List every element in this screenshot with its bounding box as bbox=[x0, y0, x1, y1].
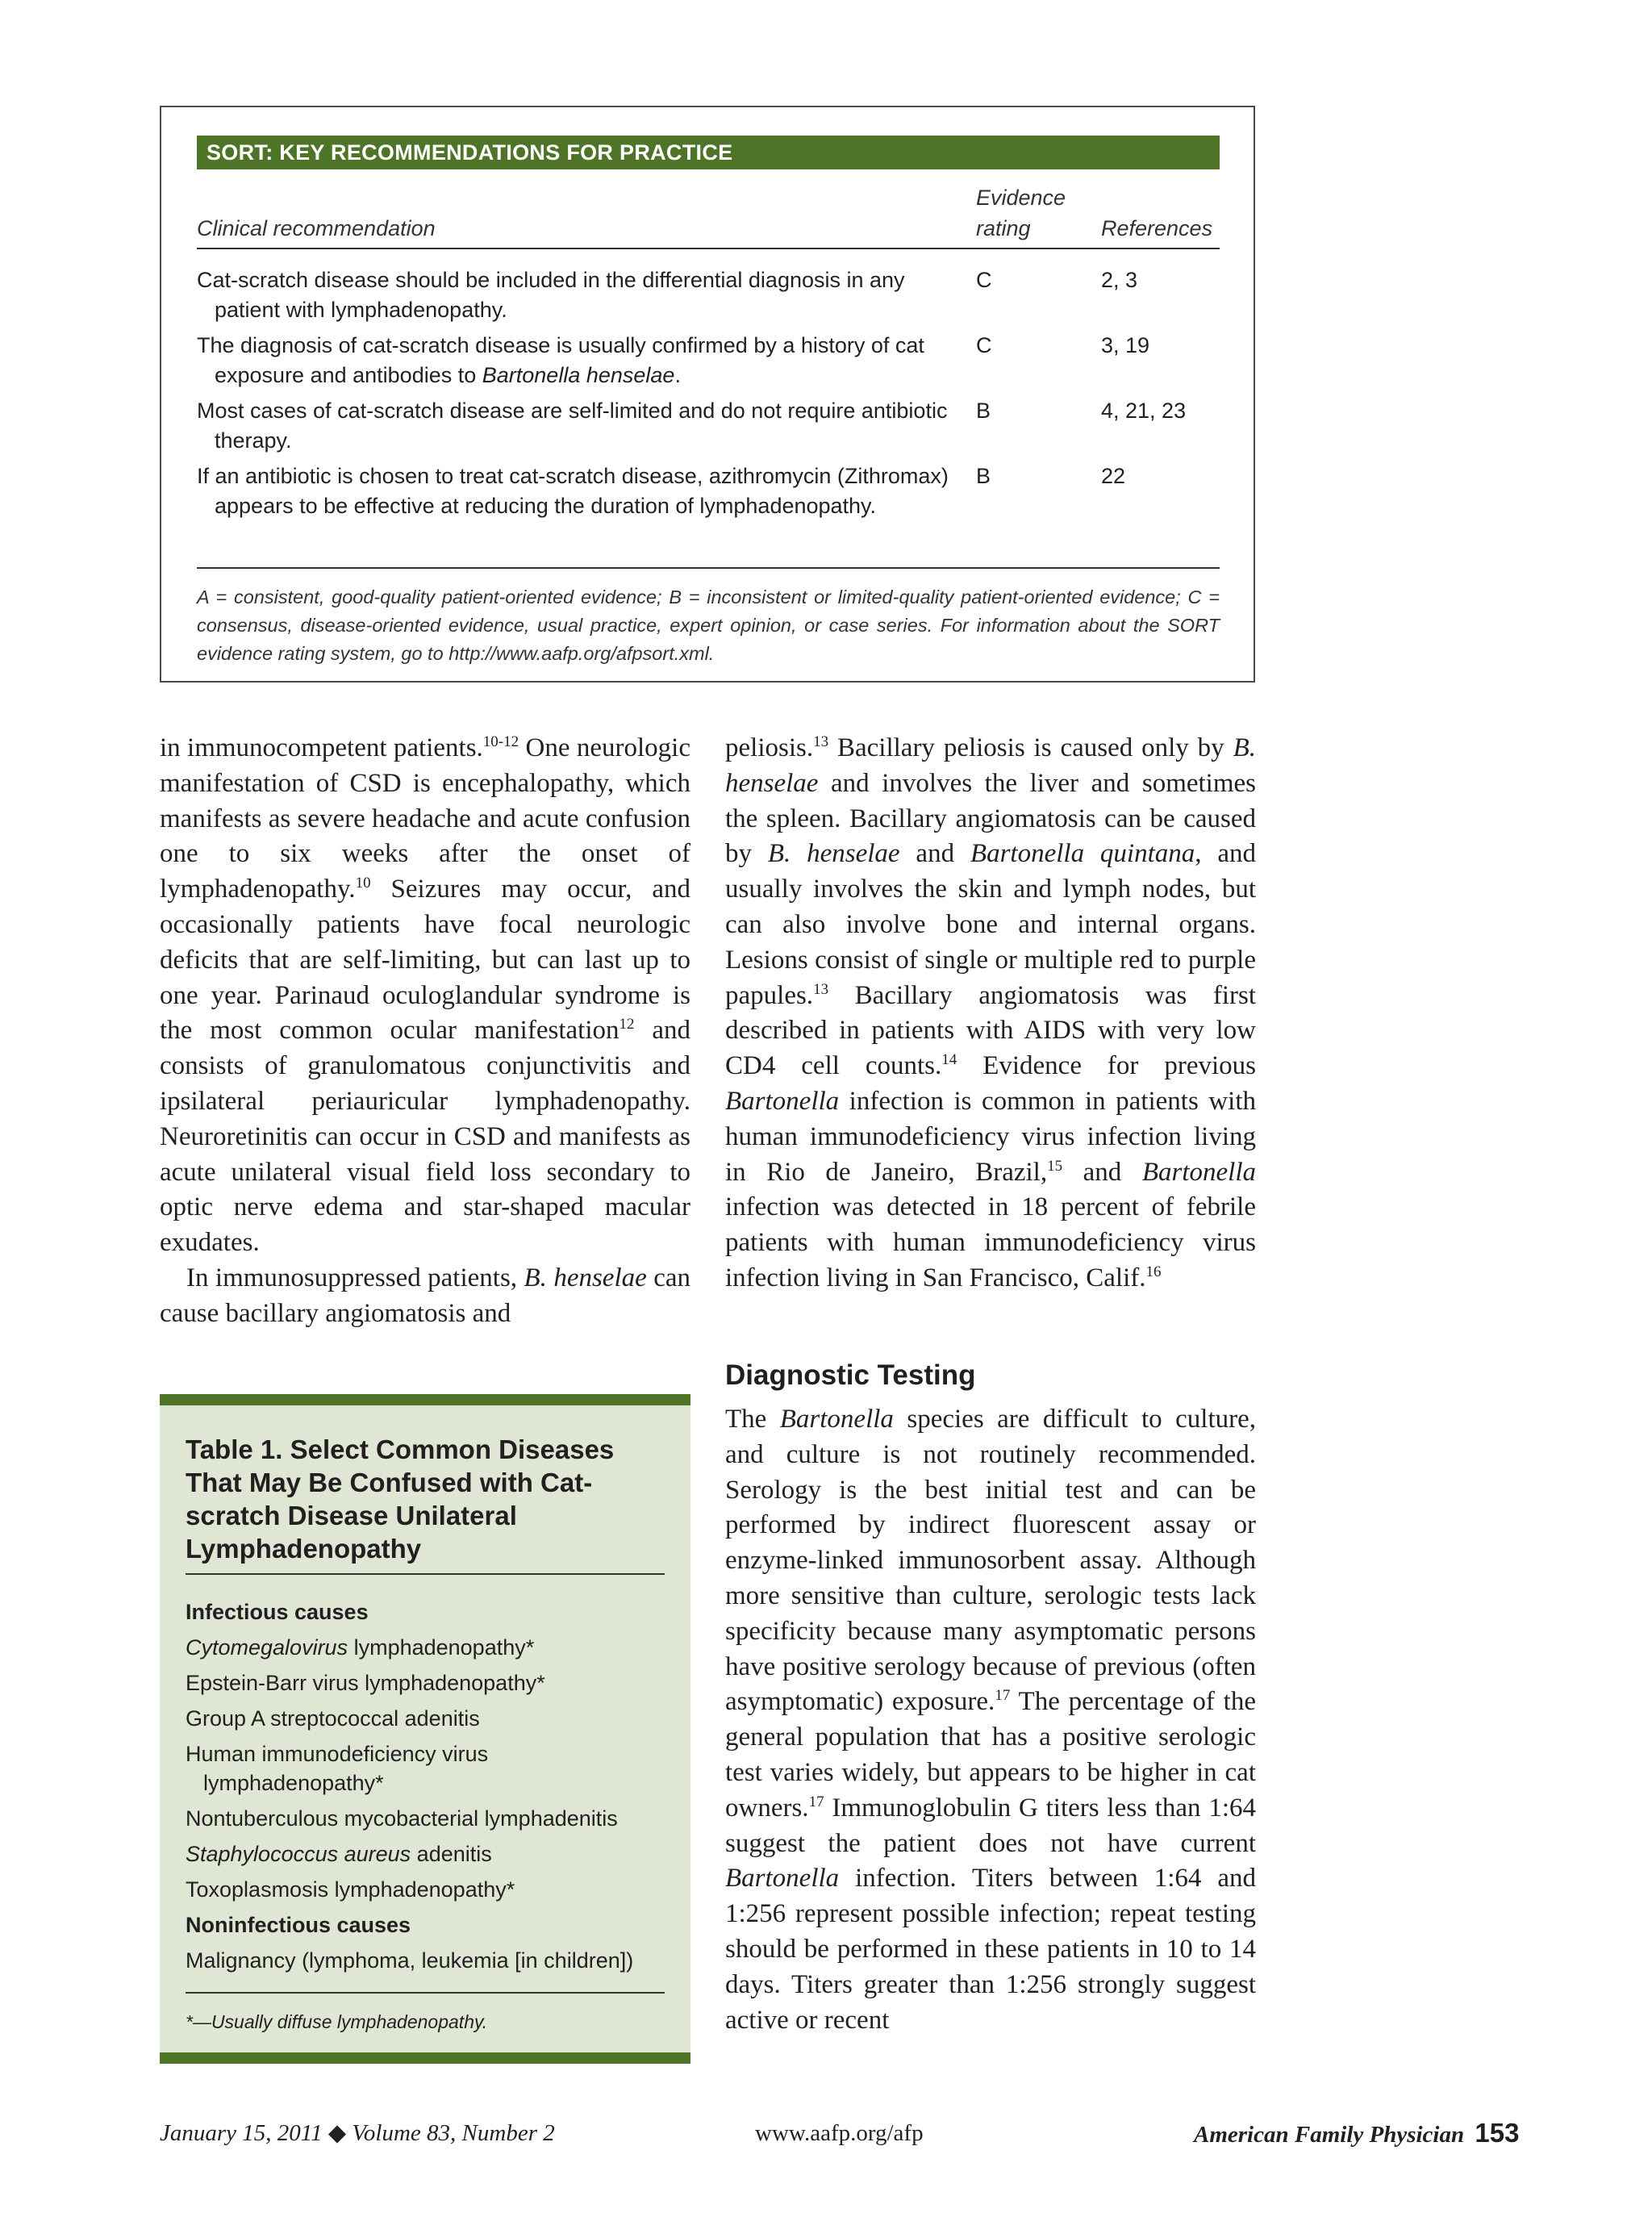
italic-span: B. henselae bbox=[524, 1263, 647, 1292]
rating-row-1: C bbox=[976, 268, 992, 292]
text-span: lymphadenopathy* bbox=[348, 1635, 535, 1660]
recommendation-row-1: Cat-scratch disease should be included in the differential diagnosis in any patient with lymphadenopathy. bbox=[197, 268, 905, 322]
refs-row-2: 3, 19 bbox=[1101, 333, 1150, 357]
table1-row: Malignancy (lymphoma, leukemia [in children]) bbox=[186, 1948, 634, 1973]
text-span: Bacillary peliosis is caused only by bbox=[828, 733, 1233, 762]
citation: 13 bbox=[813, 733, 829, 750]
sort-header: SORT: KEY RECOMMENDATIONS FOR PRACTICE bbox=[197, 136, 1220, 169]
text-span: and bbox=[1062, 1157, 1142, 1187]
text-span: Bacillary angiomatosis was first described in patients with AIDS with very low CD4 cell counts. bbox=[725, 980, 1256, 1081]
italic-span: Bartonella bbox=[725, 1086, 840, 1116]
text-span: Immunoglobulin G titers less than 1:64 suggest the patient does not have current bbox=[725, 1793, 1256, 1858]
text-span: infection was detected in 18 percent of febrile patients with human immunodeficiency virus infection living in San Francisco, Calif. bbox=[725, 1192, 1256, 1292]
col-header-recommendation: Clinical recommendation bbox=[197, 216, 436, 240]
italic-span: B. henselae bbox=[725, 733, 1256, 798]
page-number: 153 bbox=[1475, 2118, 1520, 2148]
table1-row: Human immunodeficiency virus lymphadenopathy* bbox=[186, 1742, 489, 1795]
text-span: , and usually involves the skin and lymph nodes, but can also involve bone and internal organs. Lesions consist of single or multiple red to purple papules. bbox=[725, 839, 1257, 1010]
table1-rule-top bbox=[186, 1573, 665, 1575]
citation: 16 bbox=[1145, 1263, 1162, 1280]
footer-journal-name: American Family Physician bbox=[1194, 2122, 1465, 2148]
table1-bottom-bar bbox=[160, 2052, 690, 2064]
left-paragraph-2 bbox=[160, 1261, 690, 1332]
italic-span: Bartonella bbox=[779, 1405, 894, 1434]
col-header-rating bbox=[976, 182, 1066, 244]
rec2-text: The diagnosis of cat-scratch disease is usually confirmed by a history of cat exposure and antibodies to bbox=[197, 333, 924, 387]
table1-noninfectious-heading: Noninfectious causes bbox=[186, 1913, 411, 1937]
left-column bbox=[160, 731, 690, 1332]
text-span: The percentage of the general population that has a positive serologic test varies widely, but appears to be higher in cat owners. bbox=[725, 1687, 1256, 1823]
left-paragraph-1 bbox=[160, 731, 690, 1261]
col-header-references: References bbox=[1101, 216, 1213, 240]
table-1 bbox=[160, 1394, 690, 2064]
table1-footnote: *—Usually diffuse lymphadenopathy. bbox=[186, 2011, 488, 2032]
sort-footnote: A = consistent, good-quality patient-oriented evidence; B = inconsistent or limited-quality patient-oriented evidence; C = consensus, disease-oriented evidence, usual practice, expert opinion, or case series. For information about the SORT evidence rating system, go to http://www.aafp.org/afpsort.xml. bbox=[197, 587, 1220, 664]
right-paragraph-2 bbox=[725, 1402, 1256, 2038]
table1-row: Group A streptococcal adenitis bbox=[186, 1706, 480, 1731]
table1-title: Table 1. Select Common Diseases That May Be Confused with Cat-scratch Disease Unilateral Lymphadenopathy bbox=[186, 1434, 615, 1564]
citation: 14 bbox=[941, 1051, 957, 1069]
text-span: adenitis bbox=[411, 1842, 492, 1866]
recommendation-row-2 bbox=[197, 331, 963, 390]
col-header-rating-line2: rating bbox=[976, 216, 1031, 240]
text-span: and bbox=[899, 839, 970, 869]
sort-recommendations-box bbox=[160, 106, 1255, 683]
footer-date-volume: January 15, 2011 ◆ Volume 83, Number 2 bbox=[160, 2120, 555, 2146]
text-span: Evidence for previous bbox=[957, 1051, 1256, 1081]
refs-row-3: 4, 21, 23 bbox=[1101, 399, 1187, 423]
table1-row: Epstein-Barr virus lymphadenopathy* bbox=[186, 1671, 545, 1695]
italic-span: B. henselae bbox=[767, 839, 900, 869]
text-span: infection is common in patients with human immunodeficiency virus infection living in Rio de Janeiro, Brazil, bbox=[725, 1086, 1256, 1187]
right-column-top bbox=[725, 731, 1256, 1296]
right-column-bottom bbox=[725, 1402, 1256, 2038]
citation: 15 bbox=[1047, 1157, 1063, 1175]
citation: 10-12 bbox=[482, 733, 519, 750]
citation: 13 bbox=[813, 980, 829, 998]
rec2-end: . bbox=[674, 363, 681, 387]
text-span: and involves the liver and sometimes the spleen. Bacillary angiomatosis can be caused by bbox=[725, 768, 1256, 869]
table1-infectious-heading: Infectious causes bbox=[186, 1600, 369, 1624]
text-span: species are difficult to culture, and culture is not routinely recommended. Serology is the best initial test and can be performed by indirect fluorescent assay or enzyme-linked immunosorbent assay. Although more sensitive than culture, serologic tests lack specificity because many asymptomatic persons have positive serology because of previous (often asymptomatic) exposure. bbox=[725, 1405, 1256, 1717]
text-span: The bbox=[725, 1405, 780, 1434]
refs-row-4: 22 bbox=[1101, 464, 1126, 488]
italic-span: Staphylococcus aureus bbox=[186, 1842, 411, 1866]
citation: 10 bbox=[355, 875, 371, 892]
rating-row-2: C bbox=[976, 333, 992, 357]
citation: 17 bbox=[995, 1687, 1011, 1705]
table1-row bbox=[186, 1839, 670, 1868]
table1-row bbox=[186, 1633, 670, 1662]
rec2-italic: Bartonella henselae bbox=[482, 363, 675, 387]
footer-url: www.aafp.org/afp bbox=[755, 2120, 924, 2146]
citation: 12 bbox=[619, 1016, 635, 1033]
table1-rule-bottom bbox=[186, 1992, 665, 1994]
text-span: infection. Titers between 1:64 and 1:256 represent possible infection; repeat testing should be performed in these patients in 10 to 14 days. Titers greater than 1:256 strongly suggest active or recent bbox=[725, 1864, 1256, 2035]
footer-journal bbox=[1194, 2117, 1533, 2151]
col-header-rating-line1: Evidence bbox=[976, 186, 1066, 210]
text-span: and consists of granulomatous conjunctivitis and ipsilateral periauricular lymphadenopathy. Neuroretinitis can occur in CSD and manifests as acute unilateral visual field loss secondary to optic nerve edema and star-shaped macular exudates. bbox=[160, 1016, 690, 1258]
italic-span: Bartonella quintana bbox=[970, 839, 1195, 869]
recommendation-row-3: Most cases of cat-scratch disease are self-limited and do not require antibiotic therapy. bbox=[197, 399, 948, 453]
section-heading-diagnostic-testing: Diagnostic Testing bbox=[725, 1359, 976, 1391]
rating-row-3: B bbox=[976, 399, 991, 423]
text-span: Seizures may occur, and occasionally patients have focal neurologic deficits that are self-limiting, but can last up to one year. Parinaud oculoglandular syndrome is the most common ocular manifestation bbox=[160, 875, 690, 1046]
text-span: One neurologic manifestation of CSD is encephalopathy, which manifests as severe headache and acute confusion one to six weeks after the onset of lymphadenopathy. bbox=[160, 733, 690, 904]
rating-row-4: B bbox=[976, 464, 991, 488]
recommendation-row-4: If an antibiotic is chosen to treat cat-scratch disease, azithromycin (Zithromax) appears to be effective at reducing the duration of lymphadenopathy. bbox=[197, 464, 949, 518]
table1-row: Nontuberculous mycobacterial lymphadenitis bbox=[186, 1806, 618, 1831]
table1-row: Toxoplasmosis lymphadenopathy* bbox=[186, 1877, 515, 1902]
italic-span: Bartonella bbox=[725, 1864, 840, 1894]
refs-row-1: 2, 3 bbox=[1101, 268, 1138, 292]
sort-rule-bottom bbox=[197, 567, 1220, 569]
sort-rule-top bbox=[197, 248, 1220, 249]
italic-span: Cytomegalovirus bbox=[186, 1635, 348, 1660]
table1-top-bar bbox=[160, 1394, 690, 1405]
right-paragraph-1 bbox=[725, 731, 1256, 1296]
citation: 17 bbox=[808, 1793, 824, 1810]
text-span: In immunosuppressed patients, bbox=[186, 1263, 524, 1292]
text-span: in immunocompetent patients. bbox=[160, 733, 483, 762]
text-span: peliosis. bbox=[725, 733, 814, 762]
text-span: can cause bacillary angiomatosis and bbox=[160, 1263, 691, 1328]
italic-span: Bartonella bbox=[1141, 1157, 1257, 1187]
